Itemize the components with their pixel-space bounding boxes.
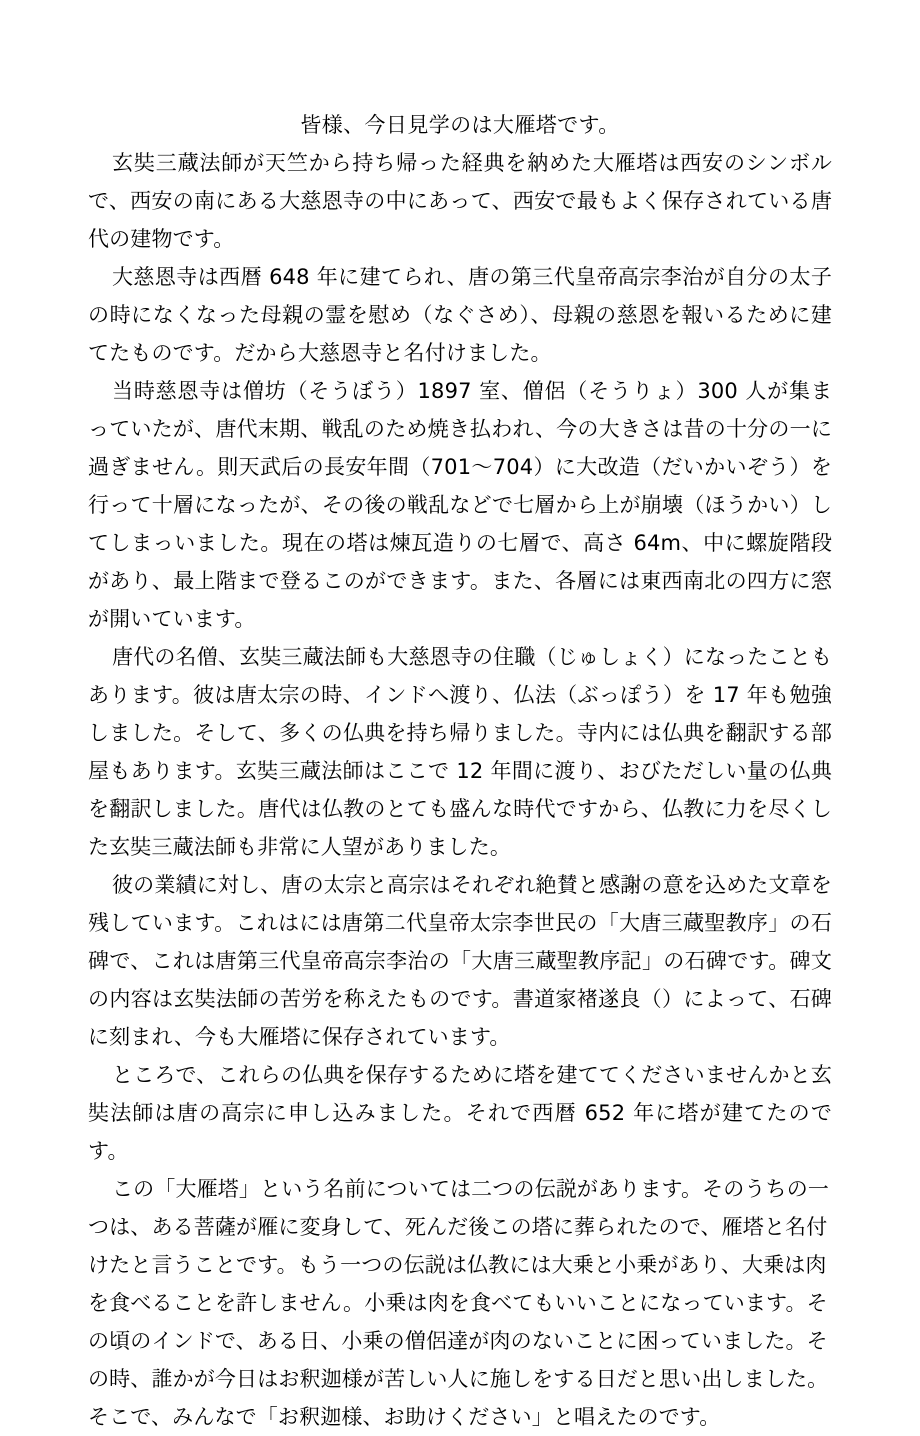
paragraph-daciensi-founding-648: 大慈恩寺は西暦 648 年に建てられ、唐の第三代皇帝高宗李治が自分の太子の時になくなった母親の霊を慰め（なぐさめ）、母親の慈恩を報いるために建てたものです。だから大慈恩寺と名付けました。 — [88, 265, 832, 365]
document-text-body — [88, 106, 832, 1436]
paragraph-two-legends-of-the-name: この「大雁塔」という名前については二つの伝説があります。そのうちの一つは、ある菩薩が雁に変身して、死んだ後この塔に葬られたので、雁塔と名付けたと言うことです。もう一つの伝説は仏教には大乗と小乗があり、大乗は肉を食べることを許しません。小乗は肉を食べてもいいことになっています。その頃のインドで、ある日、小乗の僧侶達が肉のないことに困っていました。その時、誰かが今日はお釈迦様が苦しい人に施しをする日だと思い出しました。そこで、みんなで「お釈迦様、お助けください」と唱えたのです。 — [88, 1177, 829, 1429]
paragraph-xuanzang-abbot-and-translation: 唐代の名僧、玄奘三蔵法師も大慈恩寺の住職（じゅしょく）になったこともあります。彼は唐太宗の時、インドへ渡り、仏法（ぶっぽう）を 17 年も勉強しました。そして、多くの仏典を持ち帰りました。寺内には仏典を翻訳する部屋もあります。玄奘三蔵法師はここで 12 年間に渡り、おびただしい量の仏典を翻訳しました。唐代は仏教のとても盛んな時代ですから、仏教に力を尽くした玄奘三蔵法師も非常に人望がありました。 — [88, 645, 832, 859]
paragraph-pagoda-built-652: ところで、これらの仏典を保存するために塔を建ててくださいませんかと玄奘法師は唐の高宗に申し込みました。それで西暦 652 年に塔が建てたのです。 — [88, 1063, 832, 1163]
paragraph-stone-tablets-inscriptions: 彼の業績に対し、唐の太宗と高宗はそれぞれ絶賛と感謝の意を込めた文章を残しています。これはには唐第二代皇帝太宗李世民の「大唐三蔵聖教序」の石碑で、これは唐第三代皇帝高宗李治の「大唐三蔵聖教序記」の石碑です。碑文の内容は玄奘法師の苦労を称えたものです。書道家褚遂良（）によって、石碑に刻まれ、今も大雁塔に保存されています。 — [88, 873, 832, 1049]
document-title: 皆様、今日見学のは大雁塔です。 — [300, 113, 620, 137]
paragraph-monks-rooms-and-rebuilding: 当時慈恩寺は僧坊（そうぼう）1897 室、僧侶（そうりょ）300 人が集まっていたが、唐代末期、戦乱のため焼き払われ、今の大きさは昔の十分の一に過ぎません。則天武后の長安年間（701〜704）に大改造（だいかいぞう）を行って十層になったが、その後の戦乱などで七層から上が崩壊（ほうかい）してしまっいました。現在の塔は煉瓦造りの七層で、高さ 64m、中に螺旋階段があり、最上階まで登るこのができます。また、各層には東西南北の四方に窓が開いています。 — [88, 379, 832, 631]
paragraph-intro-symbol-of-xian: 玄奘三蔵法師が天竺から持ち帰った経典を納めた大雁塔は西安のシンボルで、西安の南にある大慈恩寺の中にあって、西安で最もよく保存されている唐代の建物です。 — [88, 151, 832, 251]
